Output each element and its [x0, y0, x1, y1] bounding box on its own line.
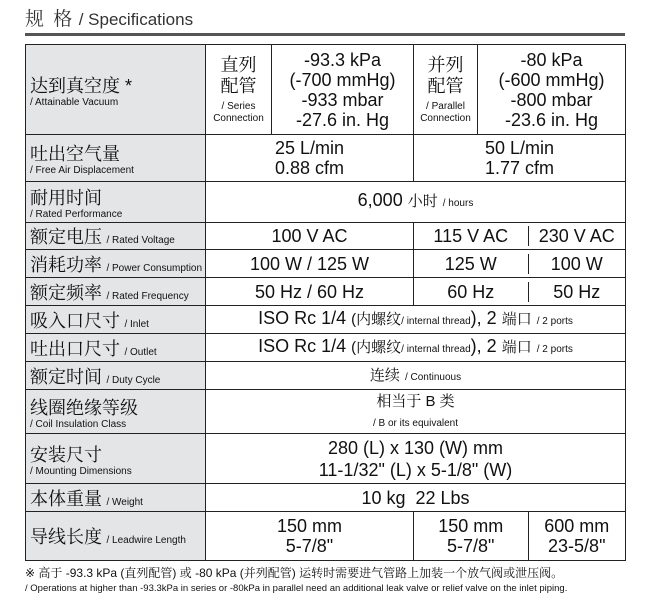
label-rated-frequency: 额定频率 / Rated Frequency [26, 278, 206, 306]
rated-performance-value: 6,000 小时 / hours [206, 182, 626, 223]
parallel-displacement-values: 50 L/min 1.77 cfm [414, 135, 626, 182]
coil-insulation-value: 相当于 B 类 / B or its equivalent [206, 390, 626, 434]
row-rated-frequency [26, 278, 626, 306]
footnote-cn: ※ 高于 -93.3 kPa (直列配管) 或 -80 kPa (并列配管) 运转时需要进气管路上加装一个放气阀或泄压阀。 [25, 566, 564, 580]
row-free-air-displacement [26, 135, 626, 182]
label-weight: 本体重量 / Weight [26, 484, 206, 512]
weight-value: 10 kg 22 Lbs [206, 484, 626, 512]
outlet-value: ISO Rc 1/4 (内螺纹/ internal thread), 2 端口 / 2 ports [206, 334, 626, 362]
row-weight [26, 484, 626, 512]
series-vacuum-values: -93.3 kPa (-700 mmHg) -933 mbar -27.6 in. Hg [272, 45, 414, 135]
duty-cycle-value: 连续 / Continuous [206, 362, 626, 390]
footnote [25, 565, 635, 597]
inlet-value: ISO Rc 1/4 (内螺纹/ internal thread), 2 端口 / 2 ports [206, 306, 626, 334]
leadwire-value-1: 150 mm 5-7/8" [206, 512, 414, 561]
power-value-1: 100 W / 125 W [206, 250, 414, 278]
row-outlet [26, 334, 626, 362]
spec-title-en: / Specifications [78, 10, 194, 29]
label-rated-voltage: 额定电压 / Rated Voltage [26, 223, 206, 250]
mounting-dimensions-value: 280 (L) x 130 (W) mm 11-1/32" (L) x 5-1/8" (W) [206, 434, 626, 484]
row-power-consumption [26, 250, 626, 278]
row-duty-cycle [26, 362, 626, 390]
footnote-en: / Operations at higher than -93.3kPa in series or -80kPa in parallel need an additional leak valve or relief valve on the inlet piping. [25, 583, 568, 594]
frequency-value-3: 50 Hz [553, 281, 601, 302]
leadwire-value-3: 600 mm 23-5/8" [544, 516, 610, 556]
frequency-split-cell [414, 278, 626, 306]
row-mounting-dimensions [26, 434, 626, 484]
parallel-vacuum-values: -80 kPa (-600 mmHg) -800 mbar -23.6 in. Hg [478, 45, 626, 135]
label-duty-cycle: 额定时间 / Duty Cycle [26, 362, 206, 390]
series-connection-cell: 直列 配管 / Series Connection [206, 45, 272, 135]
row-rated-performance [26, 182, 626, 223]
label-inlet: 吸入口尺寸 / Inlet [26, 306, 206, 334]
row-inlet [26, 306, 626, 334]
row-rated-voltage [26, 223, 626, 250]
specifications-table [25, 44, 626, 561]
row-leadwire-length [26, 512, 626, 561]
spec-title-cn: 规 格 [25, 9, 75, 30]
frequency-value-1: 50 Hz / 60 Hz [206, 278, 414, 306]
label-outlet: 吐出口尺寸 / Outlet [26, 334, 206, 362]
frequency-value-2: 60 Hz [414, 282, 528, 302]
label-leadwire-length: 导线长度 / Leadwire Length [26, 512, 206, 561]
row-attainable-vacuum [26, 45, 626, 135]
power-split-cell [414, 250, 626, 278]
leadwire-split-cell [414, 512, 626, 561]
label-rated-performance: 耐用时间 / Rated Performance [26, 182, 206, 223]
row-coil-insulation [26, 390, 626, 434]
voltage-value-2: 115 V AC [414, 226, 528, 246]
label-power-consumption: 消耗功率 / Power Consumption [26, 250, 206, 278]
header-divider [25, 33, 625, 36]
label-attainable-vacuum: 达到真空度 * / Attainable Vacuum [26, 45, 206, 135]
leadwire-value-2: 150 mm 5-7/8" [414, 512, 528, 560]
voltage-value-3: 230 V AC [538, 226, 615, 246]
series-displacement-values: 25 L/min 0.88 cfm [206, 135, 414, 182]
spec-header [25, 4, 193, 30]
power-value-2: 125 W [414, 254, 528, 274]
label-mounting-dimensions: 安装尺寸 / Mounting Dimensions [26, 434, 206, 484]
label-free-air-displacement: 吐出空气量 / Free Air Displacement [26, 135, 206, 182]
parallel-connection-cell: 并列 配管 / Parallel Connection [414, 45, 478, 135]
voltage-value-1: 100 V AC [206, 223, 414, 250]
power-value-3: 100 W [550, 253, 603, 274]
label-coil-insulation: 线圈绝缘等级 / Coil Insulation Class [26, 390, 206, 434]
voltage-split-cell [414, 223, 626, 250]
